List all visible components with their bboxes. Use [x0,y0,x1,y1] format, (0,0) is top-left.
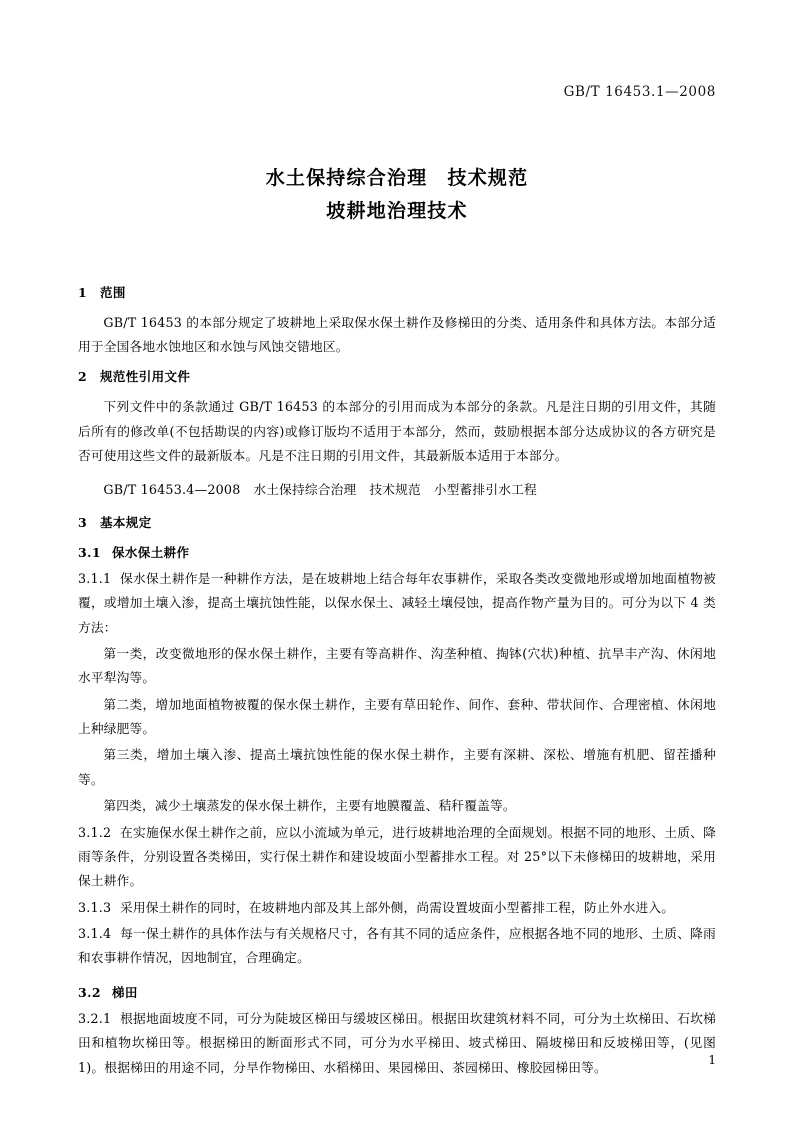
section-heading-1 [78,283,716,301]
section-number-2: 2 [78,369,88,385]
clause-3-1-1 [78,567,716,640]
section-title-3: 基本规定 [100,514,152,530]
clause-text-3-1-1: 保水保土耕作是一种耕作方法，是在坡耕地上结合每年农事耕作，采取各类改变微地形或增加地面植物被覆，或增加土壤入渗，提高土壤抗蚀性能，以保水保土、减轻土壤侵蚀，提高作物产量为目的。可分为以下 4 类方法： [78,570,716,635]
subsection-title-3-2: 梯田 [112,984,138,1000]
title-line-2: 坡耕地治理技术 [326,200,468,223]
clause-label-3-1-1: 3.1.1 [78,570,112,586]
clause-label-3-2-1: 3.2.1 [78,1010,112,1026]
clause-3-1-1-class-2: 第二类，增加地面植物被覆的保水保土耕作，主要有草田轮作、间作、套种、带状间作、合理密植、休闲地上种绿肥等。 [78,696,716,736]
clause-text-3-1-3: 采用保土耕作的同时，在坡耕地内部及其上部外侧，尚需设置坡面小型蓄排工程，防止外水进入。 [120,899,675,915]
clause-3-2-1 [78,1007,716,1080]
section-heading-3 [78,513,716,531]
subsection-number-3-1: 3.1 [78,544,101,560]
clause-3-1-1-class-1: 第一类，改变微地形的保水保土耕作，主要有等高耕作、沟垄种植、掏钵(穴状)种植、抗旱丰产沟、休闲地水平犁沟等。 [78,645,716,686]
clause-3-1-4 [78,922,716,971]
section-1-paragraph-1: GB/T 16453 的本部分规定了坡耕地上采取保水保土耕作及修梯田的分类、适用条件和具体方法。本部分适用于全国各地水蚀地区和水蚀与风蚀交错地区。 [78,314,716,354]
clause-text-3-1-4: 每一保土耕作的具体作法与有关规格尺寸，各有其不同的适应条件，应根据各地不同的地形、土质、降雨和农事耕作情况，因地制宜，合理确定。 [78,926,716,966]
clause-3-1-2 [78,821,716,894]
clause-text-3-1-2: 在实施保水保土耕作之前，应以小流域为单元，进行坡耕地治理的全面规划。根据不同的地形、土质、降雨等条件，分别设置各类梯田，实行保土耕作和建设坡面小型蓄排水工程。对 25°以下未修梯田的坡耕地，采用保土耕作。 [78,824,716,889]
clause-3-1-1-class-4: 第四类，减少土壤蒸发的保水保土耕作，主要有地膜覆盖、秸秆覆盖等。 [103,798,516,814]
page-number: 1 [708,1053,716,1067]
clause-label-3-1-2: 3.1.2 [78,824,112,840]
section-heading-2 [78,367,716,385]
section-2-paragraph-1: 下列文件中的条款通过 GB/T 16453 的本部分的引用而成为本部分的条款。凡是注日期的引用文件，其随后所有的修改单(不包括勘误的内容)或修订版均不适用于本部分，然而，鼓励根据本部分达成协议的各方研究是否可使用这些文件的最新版本。凡是不注日期的引用文件，其最新版本适用于本部分。 [78,399,716,463]
clause-label-3-1-4: 3.1.4 [78,926,112,941]
page-header-standard-code: GB/T 16453.1—2008 [563,84,716,100]
subsection-number-3-2: 3.2 [78,984,101,1000]
subsection-title-3-1: 保水保土耕作 [112,544,190,560]
page-title [78,162,716,229]
title-line-1: 水土保持综合治理 技术规范 [265,167,529,189]
clause-label-3-1-3: 3.1.3 [78,899,112,915]
subsection-heading-3-1 [78,543,716,561]
section-2-reference: GB/T 16453.4—2008 水土保持综合治理 技术规范 小型蓄排引水工程 [103,482,537,498]
clause-3-1-3 [78,896,716,920]
section-number-1: 1 [78,284,88,300]
section-number-3: 3 [78,514,88,530]
section-title-2: 规范性引用文件 [100,369,191,385]
subsection-heading-3-2 [78,983,716,1001]
clause-3-1-1-class-3: 第三类，增加土壤入渗、提高土壤抗蚀性能的保水保土耕作，主要有深耕、深松、增施有机肥、留茬播种等。 [78,747,716,787]
clause-text-3-2-1: 根据地面坡度不同，可分为陡坡区梯田与缓坡区梯田。根据田坎建筑材料不同，可分为土坎梯田、石坎梯田和植物坎梯田等。根据梯田的断面形式不同，可分为水平梯田、坡式梯田、隔坡梯田和反坡梯田等，(见图 1)。根据梯田的用途不同，分旱作物梯田、水稻梯田、果园梯田、茶园梯田、橡胶园梯田等。 [78,1010,716,1075]
section-title-1: 范围 [100,284,126,300]
